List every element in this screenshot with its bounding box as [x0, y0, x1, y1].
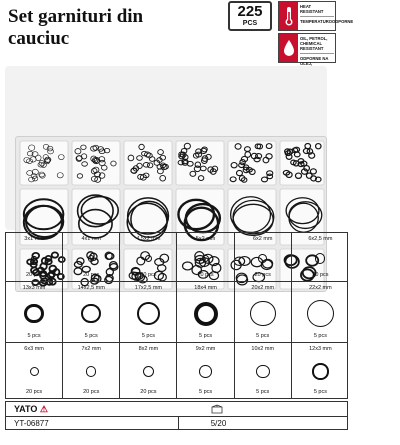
o-ring-icon: [202, 255, 210, 263]
page-number: 5/20: [178, 417, 258, 429]
size-cell: [235, 233, 292, 281]
o-ring-icon: [307, 300, 335, 328]
ring-size-label: 12x3 mm: [309, 346, 332, 352]
size-cell: [292, 343, 349, 398]
ring-quantity-label: 20 pcs: [25, 272, 43, 278]
ring-quantity-label: 5 pcs: [313, 333, 327, 339]
ring-size-label: 6x2,5 mm: [308, 236, 333, 242]
o-ring-icon: [312, 363, 328, 379]
brand-logo: YATO ⚠: [14, 404, 48, 414]
ring-size-label: 13x3 mm: [22, 285, 46, 291]
piece-count-value: 225: [237, 3, 263, 20]
ring-quantity-label: 5 pcs: [84, 333, 98, 339]
size-table: [5, 232, 348, 399]
o-ring-icon: [250, 301, 276, 327]
o-ring-icon: [81, 304, 101, 324]
piece-count-unit: PCS: [242, 20, 258, 27]
ring-size-label: 8x2 mm: [138, 346, 159, 352]
size-cell: [120, 282, 177, 342]
heat-badge-line-2: TEMPERATUROODPORNE: [300, 19, 354, 24]
size-cell: [178, 343, 235, 398]
size-cell: [292, 282, 349, 342]
size-cell: [6, 233, 63, 281]
size-cell: [63, 282, 120, 342]
ring-size-label: 10x2 mm: [251, 346, 275, 352]
ring-quantity-label: 20 pcs: [140, 272, 157, 278]
table-row: [6, 233, 347, 282]
ring-quantity-label: 5 pcs: [27, 333, 41, 339]
size-cell: [292, 233, 349, 281]
ring-size-label: 18x4 mm: [194, 285, 217, 291]
ring-quantity-label: 5 pcs: [313, 389, 327, 395]
ring-size-label: 3x1 mm: [24, 236, 44, 242]
o-ring-icon: [30, 367, 39, 376]
o-ring-icon: [145, 255, 152, 262]
ring-size-label: 22x2 mm: [309, 285, 332, 291]
o-ring-icon: [24, 304, 44, 324]
ring-quantity-label: 5 pcs: [199, 333, 213, 339]
oil-badge-line-2: ODPORNE NA OLEJ,: [300, 56, 329, 66]
ring-size-label: 5x2 mm: [195, 236, 216, 242]
heat-badge-line-1: HEAT RESISTANT: [300, 2, 334, 17]
o-ring-icon: [31, 256, 36, 261]
ring-size-label: 20x2 mm: [251, 285, 275, 291]
ring-quantity-label: 5 pcs: [141, 333, 155, 339]
piece-count-badge: [228, 1, 272, 31]
size-cell: [6, 282, 63, 342]
product-photo: [5, 66, 327, 230]
size-cell: [63, 233, 120, 281]
o-ring-icon: [86, 366, 96, 376]
size-cell: [178, 233, 235, 281]
size-cell: [120, 233, 177, 281]
table-row: [6, 282, 347, 343]
table-row: [6, 343, 347, 398]
ring-size-label: 14x2,5 mm: [77, 285, 105, 291]
ring-quantity-label: 20 pcs: [83, 272, 100, 278]
heat-resistant-badge: [278, 1, 354, 31]
ring-size-label: 6x3 mm: [24, 346, 44, 352]
ring-quantity-label: 20 pcs: [140, 389, 157, 395]
ring-quantity-label: 5 pcs: [256, 389, 270, 395]
ring-size-label: 4,5x2 mm: [136, 236, 161, 242]
box-icon: [211, 404, 223, 414]
o-ring-icon: [88, 255, 94, 261]
ring-quantity-label: 20 pcs: [197, 272, 214, 278]
ring-quantity-label: 20 pcs: [83, 389, 100, 395]
ring-quantity-label: 20 pcs: [312, 272, 329, 278]
brand-bar: [5, 401, 348, 416]
o-ring-icon: [143, 366, 155, 378]
ring-quantity-label: 20 pcs: [25, 389, 43, 395]
oil-drop-icon: [279, 34, 298, 62]
o-ring-icon: [199, 365, 211, 377]
o-ring-icon: [194, 302, 218, 326]
ring-size-label: 4x1 mm: [81, 236, 102, 242]
ring-size-label: 17x2,5 mm: [134, 285, 163, 291]
oil-badge-line-1: OIL, PETROL, CHEMICAL RESISTANT: [300, 34, 334, 54]
footer: [5, 416, 348, 430]
size-cell: [235, 282, 292, 342]
ring-size-label: 7x2 mm: [81, 346, 102, 352]
product-code: YT-06877: [14, 419, 49, 428]
ring-quantity-label: 5 pcs: [199, 389, 213, 395]
size-cell: [6, 343, 63, 398]
o-ring-icon: [256, 365, 270, 379]
o-ring-icon: [258, 254, 267, 263]
o-ring-icon: [315, 253, 325, 263]
size-cell: [178, 282, 235, 342]
o-ring-icon: [137, 302, 160, 325]
size-cell: [120, 343, 177, 398]
ring-quantity-label: 5 pcs: [256, 333, 270, 339]
product-title: Set garnituri din cauciuc: [8, 6, 144, 49]
size-cell: [235, 343, 292, 398]
thermometer-icon: [279, 2, 298, 30]
ring-size-label: 6x2 mm: [252, 236, 273, 242]
ring-size-label: 9x2 mm: [195, 346, 216, 352]
oil-resistant-badge: [278, 33, 336, 66]
size-cell: [63, 343, 120, 398]
ring-quantity-label: 20 pcs: [254, 272, 271, 278]
